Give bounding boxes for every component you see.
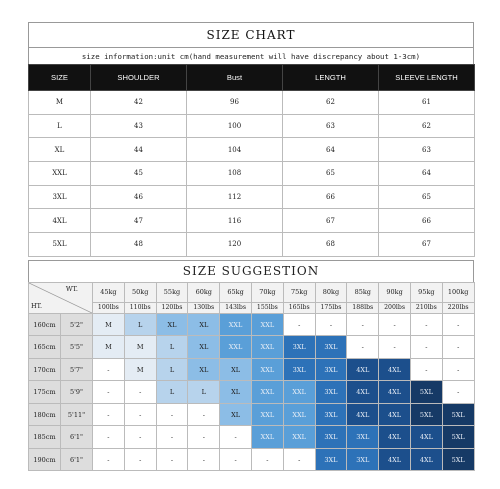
suggestion-cell: 4XL bbox=[379, 403, 411, 426]
height-ft-cell: 5'11" bbox=[61, 403, 93, 426]
header-length: LENGTH bbox=[283, 65, 379, 91]
suggestion-cell: XXL bbox=[251, 403, 283, 426]
table-row bbox=[29, 209, 475, 233]
table-cell: 100 bbox=[187, 114, 283, 138]
suggestion-cell: - bbox=[347, 336, 379, 359]
weight-lbs-header: 130lbs bbox=[188, 302, 220, 313]
suggestion-cell: - bbox=[124, 381, 156, 404]
size-chart-sheet bbox=[28, 22, 474, 465]
corner-ht-label: HT. bbox=[31, 301, 43, 310]
table-row bbox=[29, 138, 475, 162]
suggestion-cell: 4XL bbox=[410, 426, 442, 449]
suggestion-cell: 3XL bbox=[315, 426, 347, 449]
table-cell: 46 bbox=[91, 185, 187, 209]
suggestion-cell: - bbox=[379, 313, 411, 336]
suggestion-cell: M bbox=[93, 313, 125, 336]
suggestion-cell: XXL bbox=[251, 358, 283, 381]
suggestion-cell: 3XL bbox=[315, 358, 347, 381]
height-cm-cell: 165cm bbox=[29, 336, 61, 359]
table-cell: XXL bbox=[29, 162, 91, 186]
suggestion-cell: - bbox=[156, 403, 188, 426]
table-cell: 65 bbox=[283, 162, 379, 186]
suggestion-cell: - bbox=[156, 426, 188, 449]
table-row bbox=[29, 162, 475, 186]
suggestion-cell: - bbox=[442, 313, 474, 336]
weight-kg-header: 50kg bbox=[124, 282, 156, 302]
suggestion-cell: 3XL bbox=[315, 448, 347, 471]
table-cell: 66 bbox=[379, 209, 475, 233]
suggestion-cell: - bbox=[93, 403, 125, 426]
suggestion-cell: 3XL bbox=[347, 448, 379, 471]
suggestion-cell: - bbox=[124, 426, 156, 449]
suggestion-cell: 3XL bbox=[283, 358, 315, 381]
suggestion-cell: XXL bbox=[220, 313, 252, 336]
table-cell: 3XL bbox=[29, 185, 91, 209]
weight-kg-header: 80kg bbox=[315, 282, 347, 302]
suggestion-cell: 3XL bbox=[283, 336, 315, 359]
table-cell: M bbox=[29, 91, 91, 115]
suggestion-cell: L bbox=[156, 358, 188, 381]
suggestion-cell: M bbox=[124, 336, 156, 359]
height-ft-cell: 5'7" bbox=[61, 358, 93, 381]
table-cell: 62 bbox=[283, 91, 379, 115]
height-cm-cell: 185cm bbox=[29, 426, 61, 449]
suggestion-cell: 5XL bbox=[442, 448, 474, 471]
suggestion-cell: 4XL bbox=[347, 358, 379, 381]
weight-kg-header: 55kg bbox=[156, 282, 188, 302]
weight-lbs-header: 200lbs bbox=[379, 302, 411, 313]
suggestion-cell: - bbox=[315, 313, 347, 336]
table-row bbox=[29, 185, 475, 209]
suggestion-cell: - bbox=[93, 426, 125, 449]
suggestion-cell: XL bbox=[188, 313, 220, 336]
suggestion-cell: L bbox=[124, 313, 156, 336]
table-cell: 120 bbox=[187, 233, 283, 257]
height-cm-cell: 175cm bbox=[29, 381, 61, 404]
header-size: SIZE bbox=[29, 65, 91, 91]
table-cell: L bbox=[29, 114, 91, 138]
suggestion-cell: - bbox=[410, 313, 442, 336]
table-cell: 63 bbox=[283, 114, 379, 138]
suggestion-cell: 3XL bbox=[315, 403, 347, 426]
suggestion-cell: XXL bbox=[283, 381, 315, 404]
table-cell: 112 bbox=[187, 185, 283, 209]
suggestion-cell: XL bbox=[220, 403, 252, 426]
suggestion-cell: - bbox=[93, 358, 125, 381]
suggestion-cell: XXL bbox=[251, 336, 283, 359]
table-row bbox=[29, 233, 475, 257]
weight-lbs-header: 188lbs bbox=[347, 302, 379, 313]
suggestion-cell: - bbox=[188, 403, 220, 426]
weight-kg-header: 100kg bbox=[442, 282, 474, 302]
table-cell: 67 bbox=[379, 233, 475, 257]
height-cm-cell: 190cm bbox=[29, 448, 61, 471]
header-bust: Bust bbox=[187, 65, 283, 91]
weight-lbs-header: 120lbs bbox=[156, 302, 188, 313]
table-cell: 104 bbox=[187, 138, 283, 162]
suggestion-cell: XXL bbox=[283, 426, 315, 449]
weight-lbs-header: 143lbs bbox=[220, 302, 252, 313]
suggestion-cell: XL bbox=[156, 313, 188, 336]
suggestion-cell: - bbox=[347, 313, 379, 336]
table-cell: 44 bbox=[91, 138, 187, 162]
suggestion-cell: XL bbox=[188, 336, 220, 359]
corner-wt-label: WT. bbox=[65, 284, 78, 293]
header-shoulder: SHOULDER bbox=[91, 65, 187, 91]
height-cm-cell: 170cm bbox=[29, 358, 61, 381]
suggestion-cell: XXL bbox=[251, 313, 283, 336]
table-cell: 47 bbox=[91, 209, 187, 233]
header-sleeve-length: SLEEVE LENGTH bbox=[379, 65, 475, 91]
suggestion-row bbox=[29, 426, 475, 449]
suggestion-cell: 4XL bbox=[379, 426, 411, 449]
suggestion-cell: - bbox=[251, 448, 283, 471]
table-cell: 4XL bbox=[29, 209, 91, 233]
suggestion-cell: - bbox=[220, 426, 252, 449]
suggestion-cell: - bbox=[220, 448, 252, 471]
suggestion-cell: - bbox=[93, 381, 125, 404]
size-info-note: size information:unit cm(hand measurement will have discrepancy about 1-3cm) bbox=[28, 48, 474, 64]
size-chart-header-row bbox=[29, 65, 475, 91]
suggestion-cell: - bbox=[442, 381, 474, 404]
table-cell: 42 bbox=[91, 91, 187, 115]
weight-lbs-header: 165lbs bbox=[283, 302, 315, 313]
wt-ht-corner bbox=[29, 282, 93, 313]
weight-kg-header: 65kg bbox=[220, 282, 252, 302]
suggestion-cell: - bbox=[283, 313, 315, 336]
table-cell: 61 bbox=[379, 91, 475, 115]
suggestion-row bbox=[29, 381, 475, 404]
suggestion-cell: M bbox=[93, 336, 125, 359]
table-cell: 62 bbox=[379, 114, 475, 138]
height-ft-cell: 5'2" bbox=[61, 313, 93, 336]
weight-kg-row bbox=[29, 282, 475, 302]
weight-kg-header: 45kg bbox=[93, 282, 125, 302]
suggestion-cell: XL bbox=[188, 358, 220, 381]
weight-lbs-header: 155lbs bbox=[251, 302, 283, 313]
weight-lbs-row bbox=[29, 302, 475, 313]
suggestion-cell: XL bbox=[220, 358, 252, 381]
weight-lbs-header: 220lbs bbox=[442, 302, 474, 313]
height-cm-cell: 180cm bbox=[29, 403, 61, 426]
table-cell: 48 bbox=[91, 233, 187, 257]
size-chart-title: SIZE CHART bbox=[28, 22, 474, 48]
weight-kg-header: 95kg bbox=[410, 282, 442, 302]
suggestion-cell: 4XL bbox=[347, 381, 379, 404]
table-cell: 68 bbox=[283, 233, 379, 257]
suggestion-cell: M bbox=[124, 358, 156, 381]
suggestion-cell: L bbox=[188, 381, 220, 404]
table-cell: 96 bbox=[187, 91, 283, 115]
size-chart-table bbox=[28, 64, 475, 257]
suggestion-cell: - bbox=[410, 358, 442, 381]
weight-lbs-header: 110lbs bbox=[124, 302, 156, 313]
suggestion-cell: - bbox=[410, 336, 442, 359]
suggestion-cell: XXL bbox=[283, 403, 315, 426]
height-ft-cell: 6'1" bbox=[61, 426, 93, 449]
suggestion-cell: 5XL bbox=[410, 403, 442, 426]
suggestion-cell: - bbox=[379, 336, 411, 359]
suggestion-cell: XXL bbox=[251, 381, 283, 404]
suggestion-cell: - bbox=[283, 448, 315, 471]
table-cell: 64 bbox=[283, 138, 379, 162]
suggestion-cell: XL bbox=[220, 381, 252, 404]
table-cell: 116 bbox=[187, 209, 283, 233]
table-cell: 108 bbox=[187, 162, 283, 186]
suggestion-cell: - bbox=[156, 448, 188, 471]
weight-kg-header: 85kg bbox=[347, 282, 379, 302]
suggestion-cell: - bbox=[442, 336, 474, 359]
height-ft-cell: 5'5" bbox=[61, 336, 93, 359]
table-cell: 5XL bbox=[29, 233, 91, 257]
table-row bbox=[29, 91, 475, 115]
suggestion-cell: 4XL bbox=[379, 381, 411, 404]
suggestion-cell: 5XL bbox=[442, 403, 474, 426]
suggestion-cell: - bbox=[442, 358, 474, 381]
height-cm-cell: 160cm bbox=[29, 313, 61, 336]
table-cell: 45 bbox=[91, 162, 187, 186]
suggestion-row bbox=[29, 403, 475, 426]
suggestion-row bbox=[29, 313, 475, 336]
table-cell: 65 bbox=[379, 185, 475, 209]
weight-kg-header: 75kg bbox=[283, 282, 315, 302]
suggestion-cell: 3XL bbox=[347, 426, 379, 449]
suggestion-cell: XXL bbox=[220, 336, 252, 359]
suggestion-cell: 4XL bbox=[379, 358, 411, 381]
table-cell: 63 bbox=[379, 138, 475, 162]
suggestion-row bbox=[29, 336, 475, 359]
suggestion-cell: - bbox=[124, 448, 156, 471]
table-cell: 43 bbox=[91, 114, 187, 138]
suggestion-row bbox=[29, 358, 475, 381]
suggestion-cell: L bbox=[156, 336, 188, 359]
height-ft-cell: 5'9" bbox=[61, 381, 93, 404]
suggestion-cell: 4XL bbox=[347, 403, 379, 426]
suggestion-cell: 5XL bbox=[410, 381, 442, 404]
suggestion-cell: L bbox=[156, 381, 188, 404]
height-ft-cell: 6'1" bbox=[61, 448, 93, 471]
suggestion-cell: XXL bbox=[251, 426, 283, 449]
suggestion-cell: - bbox=[188, 426, 220, 449]
table-cell: XL bbox=[29, 138, 91, 162]
table-cell: 67 bbox=[283, 209, 379, 233]
suggestion-cell: - bbox=[188, 448, 220, 471]
weight-kg-header: 60kg bbox=[188, 282, 220, 302]
suggestion-cell: 4XL bbox=[410, 448, 442, 471]
suggestion-cell: 3XL bbox=[315, 336, 347, 359]
suggestion-cell: 5XL bbox=[442, 426, 474, 449]
weight-lbs-header: 175lbs bbox=[315, 302, 347, 313]
weight-lbs-header: 100lbs bbox=[93, 302, 125, 313]
suggestion-cell: 4XL bbox=[379, 448, 411, 471]
table-cell: 64 bbox=[379, 162, 475, 186]
suggestion-cell: - bbox=[93, 448, 125, 471]
weight-lbs-header: 210lbs bbox=[410, 302, 442, 313]
weight-kg-header: 70kg bbox=[251, 282, 283, 302]
suggestion-cell: 3XL bbox=[315, 381, 347, 404]
table-cell: 66 bbox=[283, 185, 379, 209]
size-suggestion-title: SIZE SUGGESTION bbox=[28, 260, 474, 282]
suggestion-cell: - bbox=[124, 403, 156, 426]
size-suggestion-table bbox=[28, 282, 475, 472]
suggestion-row bbox=[29, 448, 475, 471]
table-row bbox=[29, 114, 475, 138]
weight-kg-header: 90kg bbox=[379, 282, 411, 302]
